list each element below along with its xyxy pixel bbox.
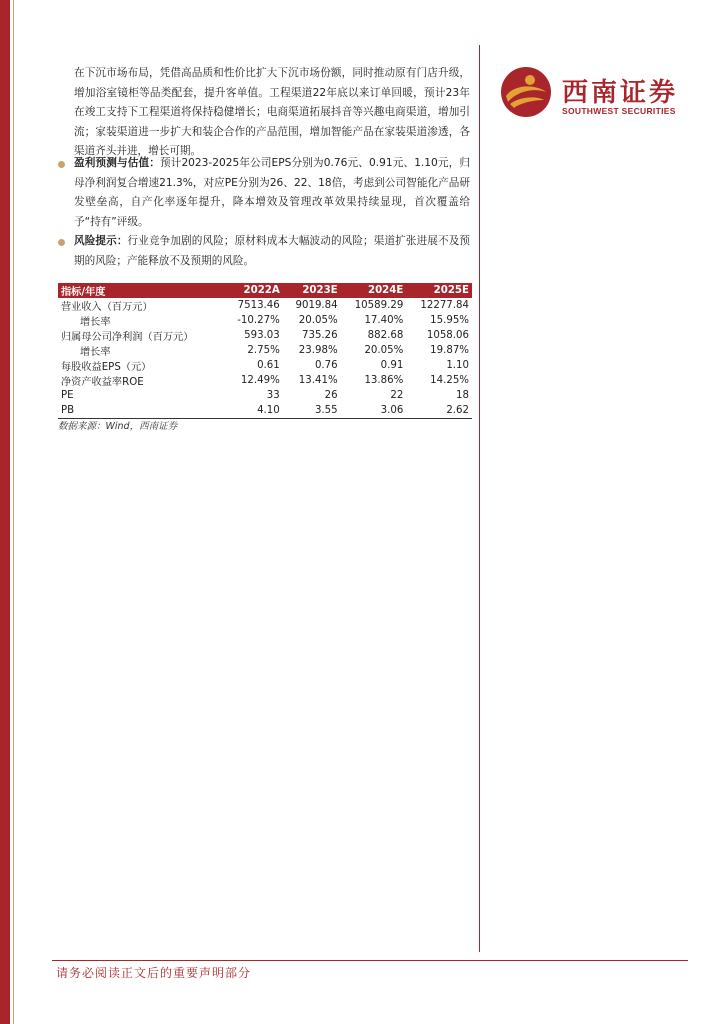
table-cell: 19.87%	[430, 345, 469, 356]
header-cell: 2023E	[283, 283, 341, 298]
table-cell: 14.25%	[430, 375, 469, 386]
header-cell: 指标/年度	[58, 283, 224, 298]
header-cell: 2022A	[224, 283, 282, 298]
table-cell: 2.75%	[247, 345, 280, 356]
table-cell: 20.05%	[364, 345, 404, 356]
table-cell: 2.62	[406, 403, 472, 419]
header-cell: 2024E	[341, 283, 407, 298]
company-logo	[500, 66, 690, 122]
table-cell: 10589.29	[354, 300, 404, 311]
table-cell: 3.06	[341, 403, 407, 419]
footer-disclaimer: 请务必阅读正文后的重要声明部分	[56, 966, 252, 980]
left-decorative-line	[13, 0, 14, 1024]
table-cell: 1058.06	[426, 330, 469, 341]
table-cell: 12277.84	[420, 300, 469, 311]
table-cell: 18	[456, 390, 469, 401]
table-cell: 0.61	[257, 360, 280, 371]
row-label: 营业收入（百万元）	[61, 302, 153, 313]
table-row	[58, 373, 472, 388]
row-label: 净资产收益率ROE	[61, 377, 144, 388]
row-label: 归属母公司净利润（百万元）	[61, 332, 194, 343]
table-cell: 13.41%	[298, 375, 338, 386]
table-row	[58, 358, 472, 373]
forecast-text: 预计2023-2025年公司EPS分别为0.76元、0.91元、1.10元，归母净利润复合增速21.3%，对应PE分别为26、22、18倍，考虑到公司智能化产品研发壁垒高，自产化率逐年提升，降本增效及管理改革效果持续显现，首次覆盖给予“持有”评级。	[74, 157, 471, 228]
financial-metrics-table	[58, 283, 472, 419]
table-cell: 735.26	[301, 330, 338, 341]
row-label: 增长率	[80, 317, 111, 328]
table-row	[58, 298, 472, 313]
table-header-row	[58, 283, 472, 298]
row-label: 增长率	[80, 347, 111, 358]
table-cell: 33	[266, 390, 280, 401]
logo-english-name: SOUTHWEST SECURITIES	[562, 106, 676, 116]
header-cell: 2025E	[406, 283, 472, 298]
row-label: PB	[58, 403, 224, 419]
table-cell: 882.68	[367, 330, 404, 341]
table-cell: 12.49%	[240, 375, 280, 386]
risk-label: 风险提示：	[74, 235, 128, 247]
row-label: 每股收益EPS（元）	[61, 362, 152, 373]
table-row	[58, 403, 472, 419]
forecast-paragraph	[74, 154, 470, 232]
bullet-dot	[58, 239, 65, 246]
forecast-label: 盈利预测与估值：	[74, 157, 160, 169]
table-cell: 0.76	[314, 360, 338, 371]
table-row	[58, 388, 472, 403]
table-cell: 593.03	[244, 330, 280, 341]
table-cell: 17.40%	[364, 315, 404, 326]
bullet-dot	[58, 161, 65, 168]
table-cell: 22	[390, 390, 404, 401]
logo-chinese-name: 西南证券	[562, 78, 679, 108]
intro-paragraph: 在下沉市场布局，凭借高品质和性价比扩大下沉市场份额，同时推动原有门店升级，增加浴室镜柜等品类配套，提升客单值。工程渠道22年底以来订单回暖，预计23年在竣工支持下工程渠道将保持稳健增长；电商渠道拓展抖音等兴趣电商渠道，增加引流；家装渠道进一步扩大和装企合作的产品范围，增加智能产品在家装渠道渗透，各渠道齐头并进，增长可期。	[74, 67, 470, 157]
table-row	[58, 313, 472, 328]
table-cell: 13.86%	[364, 375, 404, 386]
table-cell: 4.10	[224, 403, 282, 419]
table-cell: 23.98%	[298, 345, 338, 356]
table-cell: 7513.46	[237, 300, 280, 311]
table-cell: 20.05%	[298, 315, 338, 326]
table-cell: 26	[324, 390, 338, 401]
table-row	[58, 343, 472, 358]
table-cell: 9019.84	[295, 300, 338, 311]
table-cell: 15.95%	[430, 315, 469, 326]
risk-text: 行业竞争加剧的风险；原材料成本大幅波动的风险；渠道扩张进展不及预期的风险；产能释放不及预期的风险。	[74, 235, 470, 267]
footer-divider	[52, 960, 688, 961]
row-label: PE	[61, 390, 74, 401]
logo-emblem-icon	[500, 66, 552, 118]
table-row	[58, 328, 472, 343]
table-cell: 0.91	[380, 360, 404, 371]
column-divider	[479, 45, 480, 952]
left-decorative-strip	[0, 0, 10, 1024]
data-source-note: 数据来源：Wind，西南证券	[58, 421, 178, 432]
table-cell: 1.10	[446, 360, 469, 371]
table-cell: -10.27%	[237, 315, 280, 326]
risk-paragraph	[74, 232, 470, 271]
table-cell: 3.55	[283, 403, 341, 419]
